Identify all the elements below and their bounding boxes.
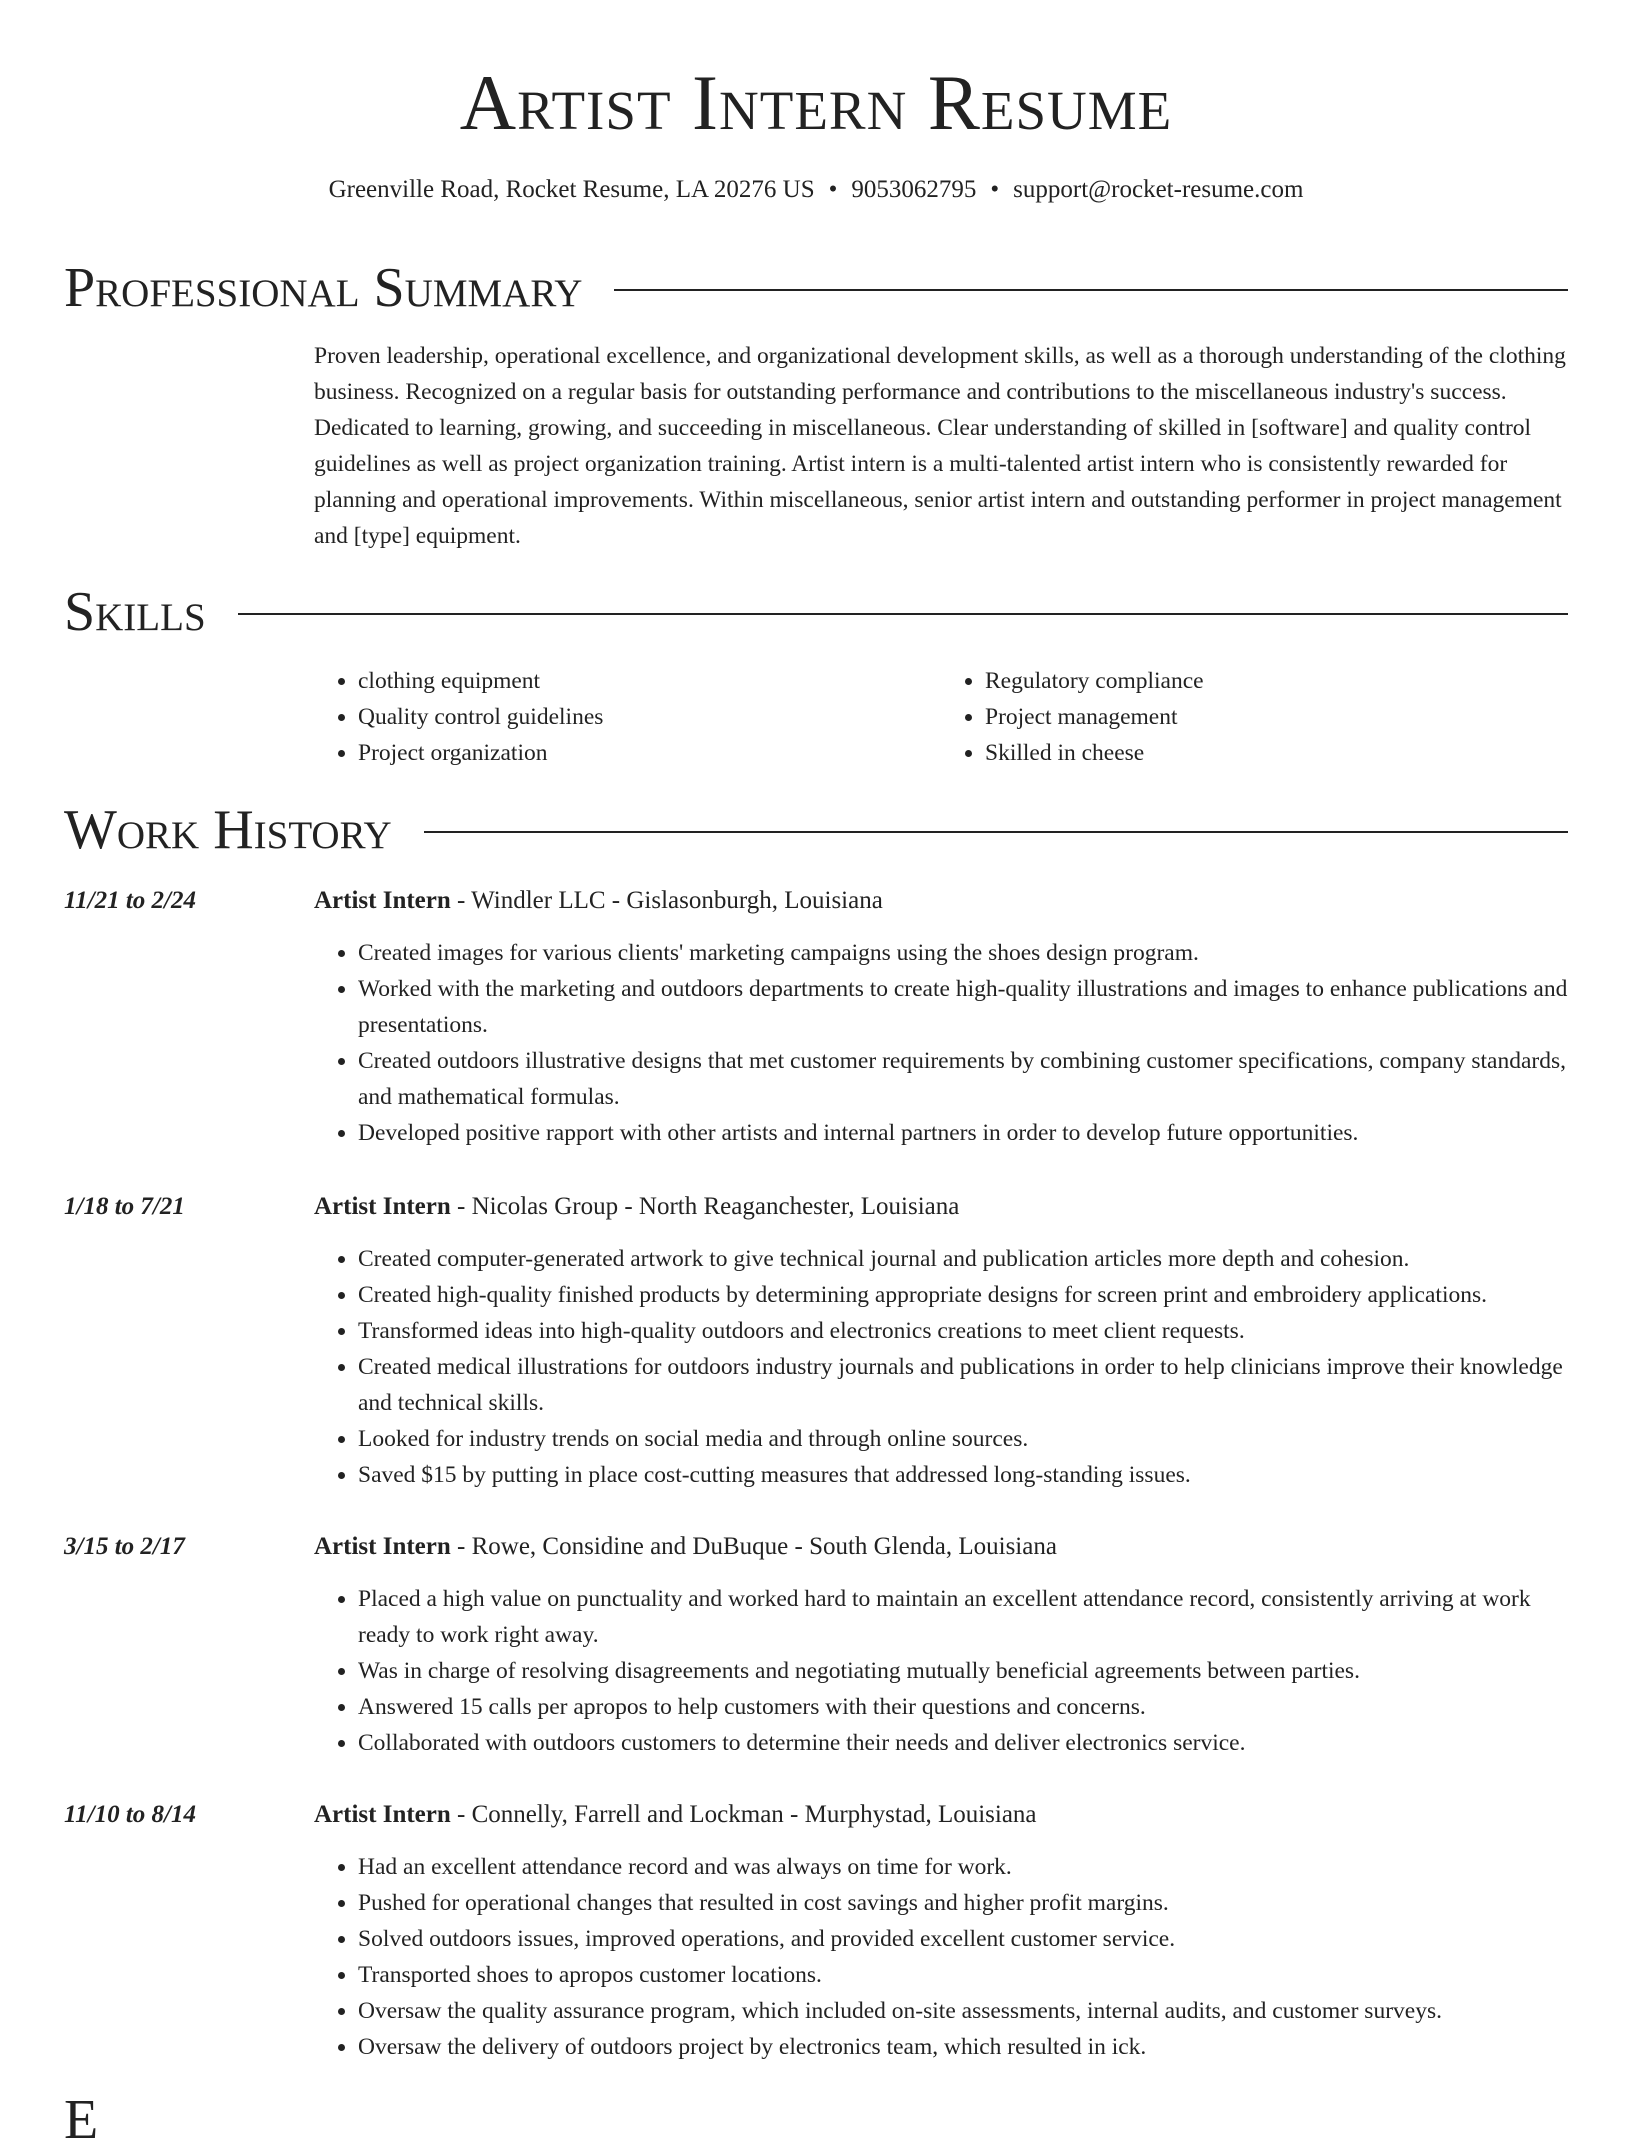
job-employer: - Rowe, Considine and DuBuque - South Glenda, Louisiana xyxy=(450,1533,1057,1560)
next-section-heading-partial: E xyxy=(64,2089,99,2151)
summary-section-header xyxy=(64,256,1568,320)
job-heading xyxy=(314,1529,1057,1565)
resume-title: Artist Intern Resume xyxy=(459,59,1173,146)
job-bullet: • Saved $15 by putting in place cost-cutting measures that addressed long-standing issues. xyxy=(358,1457,1568,1493)
work-heading: Work History xyxy=(64,799,392,861)
job-bullet: • Oversaw the delivery of outdoors project by electronics team, which resulted in ick. xyxy=(358,2029,1568,2065)
contact-address: Greenville Road, Rocket Resume, LA 20276 US xyxy=(328,176,815,203)
job-bullets xyxy=(314,935,1568,1151)
skill-item: • clothing equipment xyxy=(358,663,941,699)
job-bullet: • Looked for industry trends on social media and through online sources. xyxy=(358,1421,1568,1457)
job-heading xyxy=(314,883,883,919)
contact-separator: • xyxy=(990,176,1000,203)
skills-column-right xyxy=(941,663,1568,771)
job-bullet: • Had an excellent attendance record and was always on time for work. xyxy=(358,1849,1568,1885)
job-bullet: • Created images for various clients' marketing campaigns using the shoes design program. xyxy=(358,935,1568,971)
contact-email[interactable]: support@rocket-resume.com xyxy=(1013,176,1304,203)
job-bullet: • Pushed for operational changes that resulted in cost savings and higher profit margins. xyxy=(358,1885,1568,1921)
job-employer: - Windler LLC - Gislasonburgh, Louisiana xyxy=(450,887,883,914)
skill-item: • Project management xyxy=(985,699,1568,735)
job-bullet: • Collaborated with outdoors customers to determine their needs and deliver electronics service. xyxy=(358,1725,1568,1761)
skill-item: • Skilled in cheese xyxy=(985,735,1568,771)
job-bullet: • Developed positive rapport with other artists and internal partners in order to develop future opportunities. xyxy=(358,1115,1568,1151)
skill-item: • Regulatory compliance xyxy=(985,663,1568,699)
section-divider xyxy=(424,831,1568,833)
job-bullet: • Placed a high value on punctuality and worked hard to maintain an excellent attendance record, consistently arriving at work ready to work right away. xyxy=(358,1581,1568,1653)
job-dates: 11/10 to 8/14 xyxy=(64,1801,196,1828)
skills-heading: Skills xyxy=(64,581,206,643)
job-title: Artist Intern xyxy=(314,1801,451,1828)
job-heading xyxy=(314,1189,959,1225)
job-bullet: • Created medical illustrations for outdoors industry journals and publications in order to help clinicians improve their knowledge and technical skills. xyxy=(358,1349,1568,1421)
job-employer: - Nicolas Group - North Reaganchester, Louisiana xyxy=(450,1193,960,1220)
skills-list xyxy=(314,663,1568,771)
job-title: Artist Intern xyxy=(314,887,451,914)
summary-heading: Professional Summary xyxy=(64,257,583,319)
job-employer: - Connelly, Farrell and Lockman - Murphystad, Louisiana xyxy=(450,1801,1037,1828)
job-dates: 3/15 to 2/17 xyxy=(64,1533,185,1560)
skill-item: • Project organization xyxy=(358,735,941,771)
job-dates: 1/18 to 7/21 xyxy=(64,1193,185,1220)
job-heading xyxy=(314,1797,1037,1833)
skill-item: • Quality control guidelines xyxy=(358,699,941,735)
job-bullet: • Created outdoors illustrative designs that met customer requirements by combining customer specifications, company standards, and mathematical formulas. xyxy=(358,1043,1568,1115)
job-bullet: • Oversaw the quality assurance program, which included on-site assessments, internal audits, and customer surveys. xyxy=(358,1993,1568,2029)
job-bullets xyxy=(314,1849,1568,2065)
contact-phone: 9053062795 xyxy=(851,176,977,203)
contact-separator: • xyxy=(828,176,838,203)
job-title: Artist Intern xyxy=(314,1193,451,1220)
job-bullet: • Transformed ideas into high-quality outdoors and electronics creations to meet client requests. xyxy=(358,1313,1568,1349)
contact-line xyxy=(0,172,1632,208)
skills-column-left xyxy=(314,663,941,771)
job-bullet: • Solved outdoors issues, improved operations, and provided excellent customer service. xyxy=(358,1921,1568,1957)
job-dates: 11/21 to 2/24 xyxy=(64,887,196,914)
section-divider xyxy=(614,289,1568,291)
summary-text: Proven leadership, operational excellence, and organizational development skills, as well as a thorough understanding of the clothing business. Recognized on a regular basis for outstanding performance and contributions to the miscellaneous industry's success. Dedicated to learning, growing, and succeeding in miscellaneous. Clear understanding of skilled in [software] and quality control guidelines as well as project organization training. Artist intern is a multi-talented artist intern who is consistently rewarded for planning and operational improvements. Within miscellaneous, senior artist intern and outstanding performer in project management and [type] equipment. xyxy=(314,343,1566,549)
job-bullets xyxy=(314,1241,1568,1493)
job-bullet: • Created computer-generated artwork to give technical journal and publication articles more depth and cohesion. xyxy=(358,1241,1568,1277)
job-bullet: • Was in charge of resolving disagreements and negotiating mutually beneficial agreements between parties. xyxy=(358,1653,1568,1689)
skills-section-header xyxy=(64,580,1568,644)
job-title: Artist Intern xyxy=(314,1533,451,1560)
job-bullet: • Answered 15 calls per apropos to help customers with their questions and concerns. xyxy=(358,1689,1568,1725)
job-bullet: • Created high-quality finished products by determining appropriate designs for screen print and embroidery applications. xyxy=(358,1277,1568,1313)
section-divider xyxy=(238,613,1568,615)
work-section-header xyxy=(64,798,1568,862)
job-bullet: • Transported shoes to apropos customer locations. xyxy=(358,1957,1568,1993)
job-bullets xyxy=(314,1581,1568,1761)
job-bullet: • Worked with the marketing and outdoors departments to create high-quality illustrations and images to enhance publications and presentations. xyxy=(358,971,1568,1043)
